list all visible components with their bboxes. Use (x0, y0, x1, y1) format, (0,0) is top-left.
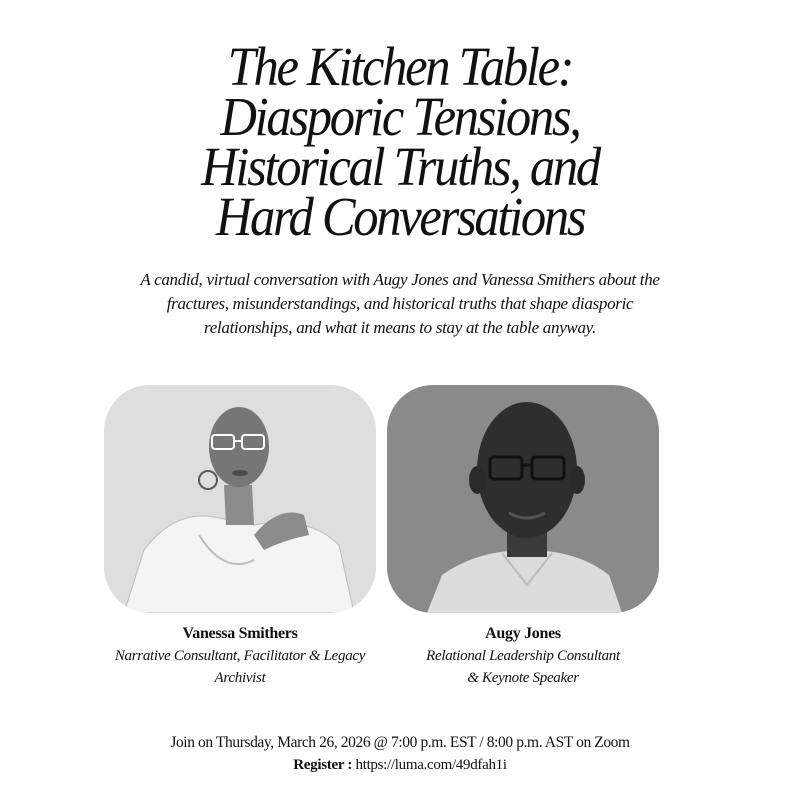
register-link[interactable]: https://luma.com/49dfah1i (355, 757, 507, 773)
register-label: Register : (293, 757, 353, 773)
speaker-card-vanessa-smithers (110, 623, 370, 689)
event-date-time: Join on Thursday, March 26, 2026 @ 7:00 p.m. EST / 8:00 p.m. AST on Zoom (170, 734, 630, 751)
speaker-role: Relational Leadership Consultant & Keynote Speaker (426, 648, 620, 686)
event-description: A candid, virtual conversation with Augy Jones and Vanessa Smithers about the fractures, misunderstandings, and historical truths that shape diasporic relationships, and what it means to stay at the table anyway. (140, 270, 660, 337)
portrait-illustration (104, 385, 376, 613)
title-line-3: Historical Truths, and (201, 136, 599, 197)
speaker-photo-augy-jones (387, 385, 659, 613)
speaker-card-augy-jones (393, 623, 653, 689)
event-title (32, 36, 768, 247)
portrait-illustration (387, 385, 659, 613)
speaker-name: Vanessa Smithers (182, 625, 298, 642)
title-line-1: The Kitchen Table: (227, 36, 573, 97)
title-line-4: Hard Conversations (215, 186, 585, 247)
title-line-2: Diasporic Tensions, (220, 86, 580, 147)
speaker-role: Narrative Consultant, Facilitator & Legacy Archivist (114, 648, 366, 686)
speaker-photo-vanessa-smithers (104, 385, 376, 613)
registration-line (0, 754, 800, 776)
speaker-name: Augy Jones (485, 625, 561, 642)
